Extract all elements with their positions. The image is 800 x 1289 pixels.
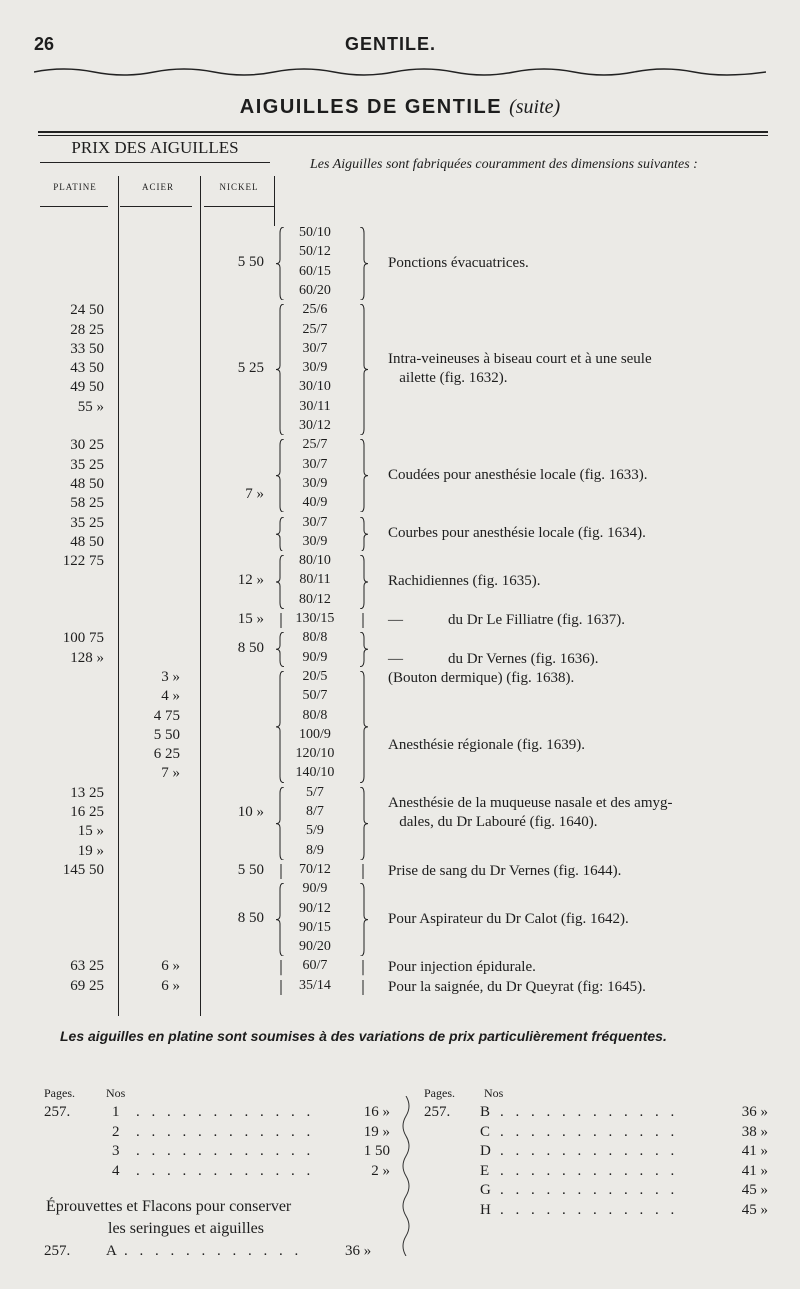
needle-description bbox=[388, 572, 540, 591]
size-brace-left bbox=[276, 304, 286, 435]
needle-description-line: Ponctions évacuatrices. bbox=[388, 254, 529, 271]
needle-size: 30/9 bbox=[302, 360, 328, 376]
price-nickel: 15 » bbox=[237, 611, 264, 627]
price-acier: 5 50 bbox=[153, 726, 180, 743]
flacons-no: A bbox=[106, 1243, 117, 1259]
index-left-page: 257. bbox=[44, 1104, 71, 1120]
index-price: 45 » bbox=[741, 1182, 768, 1198]
price-platine: 55 » bbox=[77, 398, 104, 415]
needle-size: 80/8 bbox=[302, 707, 328, 723]
col-divider-3 bbox=[274, 176, 275, 226]
index-right-page: 257. bbox=[424, 1104, 451, 1120]
index-leader: . . . . . . . . . . . . bbox=[500, 1182, 679, 1198]
col-head-acier: ACIER bbox=[142, 182, 174, 192]
needle-description-line: Prise de sang du Dr Vernes (fig. 1644). bbox=[388, 862, 622, 879]
price-platine: 63 25 bbox=[70, 958, 104, 975]
size-brace-right bbox=[358, 304, 368, 435]
index-leader: . . . . . . . . . . . . bbox=[500, 1104, 679, 1120]
size-brace-left bbox=[276, 517, 286, 552]
needle-description bbox=[388, 524, 646, 543]
needle-description-line: (Bouton dermique) (fig. 1638). bbox=[388, 669, 575, 686]
needle-description-line: — du Dr Vernes (fig. 1636). bbox=[388, 650, 599, 667]
price-platine: 28 25 bbox=[70, 321, 104, 338]
needle-description-line: Pour injection épidurale. bbox=[388, 959, 536, 976]
needle-size: 50/10 bbox=[299, 225, 331, 240]
needle-description-line: — du Dr Le Filliatre (fig. 1637). bbox=[388, 612, 626, 628]
flacons-price: 36 » bbox=[345, 1243, 372, 1259]
needle-description bbox=[388, 669, 574, 688]
needle-size: 35/14 bbox=[299, 977, 331, 993]
needle-description-line: Anesthésie de la muqueuse nasale et des amyg- bbox=[388, 795, 673, 812]
price-nickel-group: 12 » bbox=[237, 572, 264, 589]
price-nickel-group: 8 50 bbox=[237, 910, 264, 927]
col-head-nickel: NICKEL bbox=[219, 182, 259, 192]
index-right-nos-label: Nos bbox=[484, 1086, 504, 1100]
col-head-rule-1 bbox=[40, 206, 108, 207]
index-price: 36 » bbox=[741, 1104, 768, 1120]
page-number: 26 bbox=[34, 34, 55, 54]
price-acier: 6 » bbox=[161, 977, 180, 994]
index-number: B bbox=[480, 1104, 491, 1120]
size-brace-left bbox=[276, 671, 286, 783]
price-platine: 69 25 bbox=[70, 977, 104, 994]
index-number: H bbox=[480, 1201, 491, 1218]
price-platine: 33 50 bbox=[70, 340, 104, 357]
size-brace-right bbox=[358, 227, 368, 300]
needle-description-line: Intra-veineuses à biseau court et à une seule bbox=[388, 351, 652, 368]
needle-size: 40/9 bbox=[302, 495, 328, 511]
needle-size: 30/7 bbox=[302, 456, 328, 472]
size-brace-right bbox=[358, 439, 368, 512]
index-brace bbox=[398, 1096, 414, 1256]
price-nickel-group: 7 » bbox=[245, 485, 264, 502]
needle-description-line: Rachidiennes (fig. 1635). bbox=[388, 573, 541, 590]
needle-size: 50/12 bbox=[299, 244, 331, 260]
needle-description-line: Pour Aspirateur du Dr Calot (fig. 1642). bbox=[388, 911, 629, 928]
price-nickel-group: 10 » bbox=[237, 804, 264, 820]
needle-size: 5/9 bbox=[306, 823, 324, 839]
price-acier: 7 » bbox=[161, 765, 180, 782]
size-brace-left bbox=[276, 960, 286, 975]
size-brace-right bbox=[358, 555, 368, 609]
index-leader: . . . . . . . . . . . . bbox=[136, 1104, 315, 1120]
price-header-title: PRIX DES AIGUILLES bbox=[71, 138, 239, 157]
price-platine: 100 75 bbox=[62, 630, 104, 647]
index-right-pages-label: Pages. bbox=[424, 1086, 455, 1100]
needle-size: 90/12 bbox=[299, 900, 331, 916]
price-platine: 43 50 bbox=[70, 360, 104, 377]
needle-size: 30/12 bbox=[299, 418, 331, 433]
price-acier: 6 » bbox=[161, 958, 180, 975]
price-platine: 49 50 bbox=[70, 379, 104, 396]
flacons-title-line2: les seringues et aiguilles bbox=[108, 1220, 264, 1237]
size-brace-right bbox=[358, 632, 368, 667]
needle-size: 60/15 bbox=[299, 263, 331, 279]
size-brace-left bbox=[276, 439, 286, 512]
size-brace-right bbox=[358, 671, 368, 783]
size-brace-right bbox=[358, 864, 368, 879]
needle-size: 90/9 bbox=[302, 881, 328, 897]
section-title bbox=[0, 96, 800, 119]
needle-size: 25/7 bbox=[302, 437, 328, 453]
size-brace-right bbox=[358, 613, 368, 628]
price-platine: 48 50 bbox=[70, 475, 104, 492]
col-head-rule-2 bbox=[120, 206, 192, 207]
needle-description bbox=[388, 862, 621, 881]
needle-size: 8/7 bbox=[306, 804, 324, 819]
price-platine: 35 25 bbox=[70, 514, 104, 531]
price-acier: 4 75 bbox=[153, 707, 180, 724]
index-leader: . . . . . . . . . . . . bbox=[500, 1201, 679, 1218]
index-leader: . . . . . . . . . . . . bbox=[136, 1143, 315, 1159]
size-brace-right bbox=[358, 980, 368, 995]
price-platine: 16 25 bbox=[70, 804, 104, 820]
needle-description bbox=[388, 736, 585, 755]
price-platine: 145 50 bbox=[62, 861, 104, 878]
col-divider-2 bbox=[200, 176, 201, 1016]
needle-size: 80/10 bbox=[299, 553, 331, 569]
size-brace-left bbox=[276, 227, 286, 300]
needle-description-line: Courbes pour anesthésie locale (fig. 1634). bbox=[388, 525, 646, 542]
needle-size: 20/5 bbox=[302, 668, 328, 684]
index-price: 19 » bbox=[363, 1123, 390, 1140]
needle-description bbox=[388, 958, 536, 977]
needle-description-line: Anesthésie régionale (fig. 1639). bbox=[388, 737, 586, 754]
wavy-rule bbox=[34, 64, 766, 80]
needle-description bbox=[388, 650, 599, 669]
needle-size: 100/9 bbox=[299, 726, 331, 742]
needle-description bbox=[388, 910, 629, 929]
size-brace-left bbox=[276, 632, 286, 667]
col-head-platine: PLATINE bbox=[53, 182, 97, 192]
needle-description bbox=[388, 254, 529, 273]
index-leader: . . . . . . . . . . . . bbox=[500, 1143, 679, 1159]
flacons-page: 257. bbox=[44, 1243, 71, 1259]
price-nickel-group: 5 25 bbox=[237, 360, 264, 377]
size-brace-left bbox=[276, 883, 286, 956]
needle-description bbox=[388, 350, 652, 388]
needle-size: 30/11 bbox=[299, 398, 331, 414]
section-title-suite: (suite) bbox=[509, 96, 561, 118]
needle-description-line: dales, du Dr Labouré (fig. 1640). bbox=[388, 814, 598, 831]
size-brace-left bbox=[276, 864, 286, 879]
needle-size: 30/9 bbox=[302, 475, 328, 491]
needle-size: 130/15 bbox=[295, 611, 335, 626]
price-nickel-group: 5 50 bbox=[237, 253, 264, 270]
index-price: 45 » bbox=[741, 1201, 768, 1218]
price-acier: 3 » bbox=[161, 668, 180, 685]
needle-description-line: Coudées pour anesthésie locale (fig. 1633). bbox=[388, 467, 648, 484]
price-platine: 35 25 bbox=[70, 456, 104, 473]
needle-description-line: Pour la saignée, du Dr Queyrat (fig: 1645). bbox=[388, 978, 646, 995]
running-title: GENTILE. bbox=[345, 34, 437, 54]
index-leader: . . . . . . . . . . . . bbox=[500, 1123, 679, 1140]
price-platine: 128 » bbox=[70, 649, 104, 666]
needle-size: 140/10 bbox=[295, 765, 335, 781]
size-brace-right bbox=[358, 960, 368, 975]
price-platine: 30 25 bbox=[70, 437, 104, 454]
needle-size: 80/11 bbox=[299, 572, 331, 588]
index-number: 3 bbox=[112, 1143, 120, 1159]
index-price: 41 » bbox=[741, 1143, 768, 1159]
needle-size: 30/9 bbox=[302, 533, 328, 549]
needle-size: 70/12 bbox=[299, 861, 331, 877]
price-platine: 58 25 bbox=[70, 495, 104, 512]
needle-size: 5/7 bbox=[306, 784, 324, 800]
needle-size: 90/20 bbox=[299, 939, 331, 955]
index-price: 2 » bbox=[371, 1162, 390, 1179]
needle-size: 60/7 bbox=[302, 958, 328, 974]
needle-size: 80/8 bbox=[302, 630, 328, 646]
price-platine: 13 25 bbox=[70, 784, 104, 801]
index-left-nos-label: Nos bbox=[106, 1086, 126, 1100]
needle-size: 25/7 bbox=[302, 321, 328, 337]
col-divider-1 bbox=[118, 176, 119, 1016]
needle-size: 30/7 bbox=[302, 340, 328, 356]
size-brace-left bbox=[276, 787, 286, 860]
index-number: 1 bbox=[112, 1104, 120, 1120]
needle-size: 80/12 bbox=[299, 591, 331, 607]
index-price: 1 50 bbox=[363, 1143, 390, 1159]
price-platine: 15 » bbox=[77, 823, 104, 840]
needle-description bbox=[388, 611, 625, 630]
index-number: 2 bbox=[112, 1123, 120, 1140]
index-number: G bbox=[480, 1182, 491, 1198]
needle-size: 30/7 bbox=[302, 514, 328, 530]
section-title-text: AIGUILLES DE GENTILE bbox=[239, 96, 503, 118]
size-brace-right bbox=[358, 517, 368, 552]
index-leader: . . . . . . . . . . . . bbox=[500, 1162, 679, 1179]
size-brace-right bbox=[358, 787, 368, 860]
size-brace-left bbox=[276, 980, 286, 995]
col-head-rule-3 bbox=[204, 206, 274, 207]
price-note: Les aiguilles en platine sont soumises à des variations de prix particulièrement fréquentes. bbox=[60, 1028, 667, 1044]
needle-size: 8/9 bbox=[306, 842, 324, 858]
needle-size: 25/6 bbox=[302, 302, 328, 318]
top-rule-thin bbox=[38, 135, 768, 136]
needle-size: 50/7 bbox=[302, 688, 328, 704]
size-brace-left bbox=[276, 555, 286, 609]
price-platine: 122 75 bbox=[62, 553, 104, 570]
flacons-leader: . . . . . . . . . . . . bbox=[124, 1243, 303, 1259]
needle-description bbox=[388, 794, 673, 832]
price-platine: 19 » bbox=[77, 842, 104, 859]
index-price: 38 » bbox=[741, 1123, 768, 1140]
price-platine: 24 50 bbox=[70, 302, 104, 319]
index-left-pages-label: Pages. bbox=[44, 1086, 75, 1100]
needle-description bbox=[388, 978, 646, 997]
price-acier: 6 25 bbox=[153, 746, 180, 763]
index-number: C bbox=[480, 1123, 491, 1140]
index-leader: . . . . . . . . . . . . bbox=[136, 1162, 315, 1179]
size-brace-left bbox=[276, 613, 286, 628]
flacons-title-line1: Éprouvettes et Flacons pour conserver bbox=[46, 1198, 292, 1215]
index-leader: . . . . . . . . . . . . bbox=[136, 1123, 315, 1140]
price-acier: 4 » bbox=[161, 688, 180, 705]
index-price: 41 » bbox=[741, 1162, 768, 1179]
needle-description-line: ailette (fig. 1632). bbox=[388, 370, 508, 387]
index-number: E bbox=[480, 1162, 490, 1179]
price-nickel: 5 50 bbox=[237, 861, 264, 878]
needle-size: 30/10 bbox=[299, 379, 331, 395]
needle-size: 90/9 bbox=[302, 649, 328, 665]
needle-size: 60/20 bbox=[299, 282, 331, 298]
index-number: D bbox=[480, 1143, 491, 1159]
price-nickel-group: 8 50 bbox=[237, 639, 264, 656]
index-number: 4 bbox=[112, 1162, 120, 1179]
needle-description bbox=[388, 466, 648, 485]
needle-size: 90/15 bbox=[299, 919, 331, 935]
top-rule bbox=[38, 131, 768, 133]
needle-size: 120/10 bbox=[295, 746, 335, 762]
intro-text: Les Aiguilles sont fabriquées couramment des dimensions suivantes : bbox=[310, 157, 698, 172]
index-price: 16 » bbox=[363, 1104, 390, 1120]
price-header-rule bbox=[40, 162, 270, 163]
price-platine: 48 50 bbox=[70, 533, 104, 550]
size-brace-right bbox=[358, 883, 368, 956]
